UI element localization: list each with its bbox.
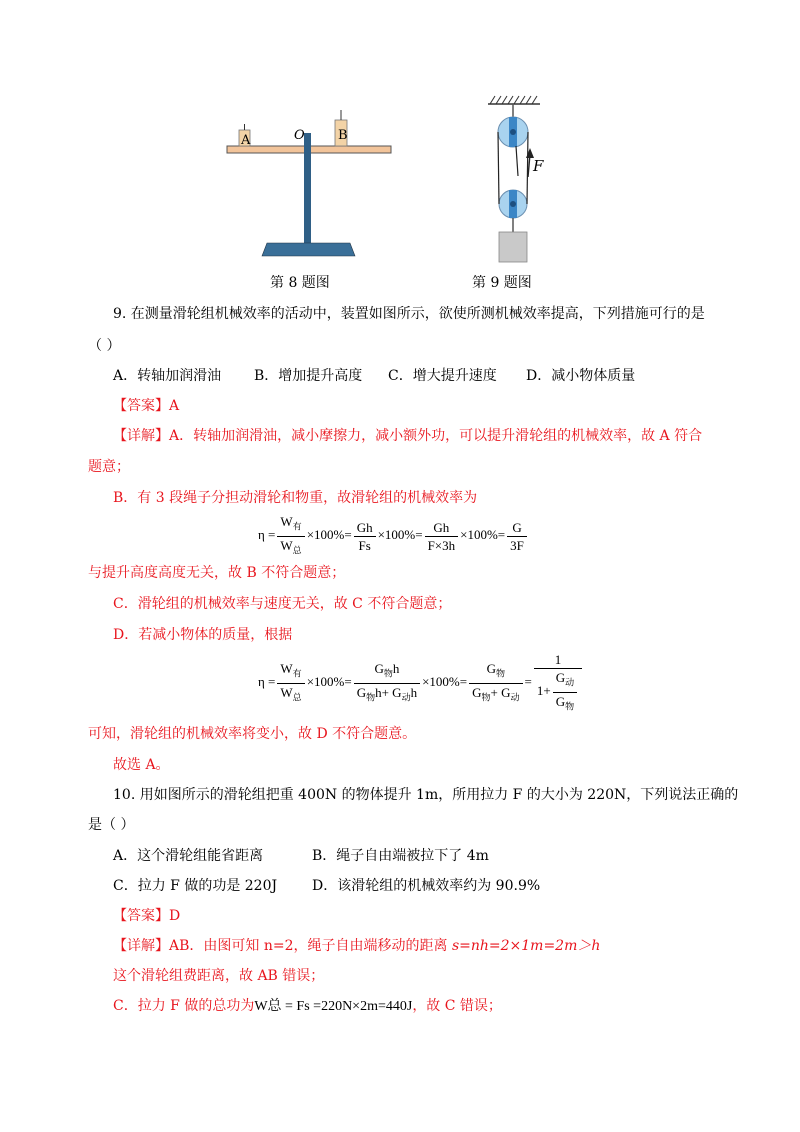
q9-detail-d2: 可知，滑轮组的机械效率将变小，故 D 不符合题意。 [88,726,417,742]
q10-detail-ab2: 这个滑轮组费距离，故 AB 错误； [113,968,325,984]
figure-9-pulley [480,92,560,272]
q10-option-b: B．绳子自由端被拉下了 4m [312,848,489,864]
q9-option-d: D．减小物体质量 [526,368,636,384]
q10-detail-c [113,996,502,1017]
q9-option-a: A．转轴加润滑油 [113,368,222,384]
fig8-caption: 第 8 题图 [270,275,330,291]
q9-detail-d: D．若减小物体的质量，根据 [113,627,293,643]
q9-detail-b: B．有 3 段绳子分担动滑轮和物重，故滑轮组的机械效率为 [113,490,478,506]
fig8-label-a: A [241,133,251,148]
q9-detail-a: 【详解】A．转轴加润滑油，减小摩擦力，减小额外功，可以提升滑轮组的机械效率，故 A 符合 [113,428,703,444]
q10-option-a: A．这个滑轮组能省距离 [113,848,264,864]
fig9-caption: 第 9 题图 [472,275,532,291]
q10-detail-c-post: ，故 C 错误； [412,998,502,1014]
q10-option-d: D．该滑轮组的机械效率约为 90.9% [312,878,541,894]
figure-8-lever [225,100,395,260]
q9-option-b: B．增加提升高度 [254,368,363,384]
q10-option-c: C．拉力 F 做的功是 220J [113,878,278,894]
q10-stem: 10. 用如图所示的滑轮组把重 400N 的物体提升 1m，所用拉力 F 的大小为 220N，下列说法正确的 [113,787,739,803]
q9-detail-b2: 与提升高度高度无关，故 B 不符合题意； [88,565,346,581]
q10-stem-bracket: 是（ ） [88,817,135,833]
q10-detail-c-formula: W总 = Fs =220N×2m=440J [254,999,413,1014]
q9-formula-efficiency-b: η = $\frac{W_有}{W_总}$ ×100%= $\frac{Gh}{Fs}$ ×100%= $\frac{Gh}{F\times 3h}$ ×100%= $\frac{G}{3F}$ [258,514,529,558]
q10-detail-ab-formula: s=nh=2×1m=2m＞h [451,938,601,954]
q10-answer: 【答案】D [113,908,181,924]
q9-answer: 【答案】A [113,398,180,414]
q10-detail-ab [113,936,600,956]
q9-stem: 9. 在测量滑轮组机械效率的活动中，装置如图所示，欲使所测机械效率提高，下列措施可行的是 [113,306,705,322]
q9-formula-efficiency-d: η = $\frac{W_有}{W_总}$ ×100%= $\frac{G_物h}{G_物h+ G_动h}$ ×100%= $\frac{G_物}{G_物+ G_动}$ = 1 1+ $\frac{G_动}{G_物}$ [258,652,584,714]
q9-detail-c: C．滑轮组的机械效率与速度无关，故 C 不符合题意； [113,596,452,612]
q10-detail-c-text: C．拉力 F 做的总功为 [113,998,255,1014]
fig8-label-o: O [294,128,305,143]
fig9-label-f: F [533,157,544,175]
q9-option-c: C．增大提升速度 [388,368,497,384]
q10-detail-ab-text: 【详解】AB．由图可知 n=2，绳子自由端移动的距离 [113,938,452,954]
q9-stem-bracket: （ ） [88,338,121,354]
q9-conclusion: 故选 A。 [113,757,170,773]
q9-detail-a-cont: 题意； [88,459,130,475]
fig8-label-b: B [338,128,348,143]
